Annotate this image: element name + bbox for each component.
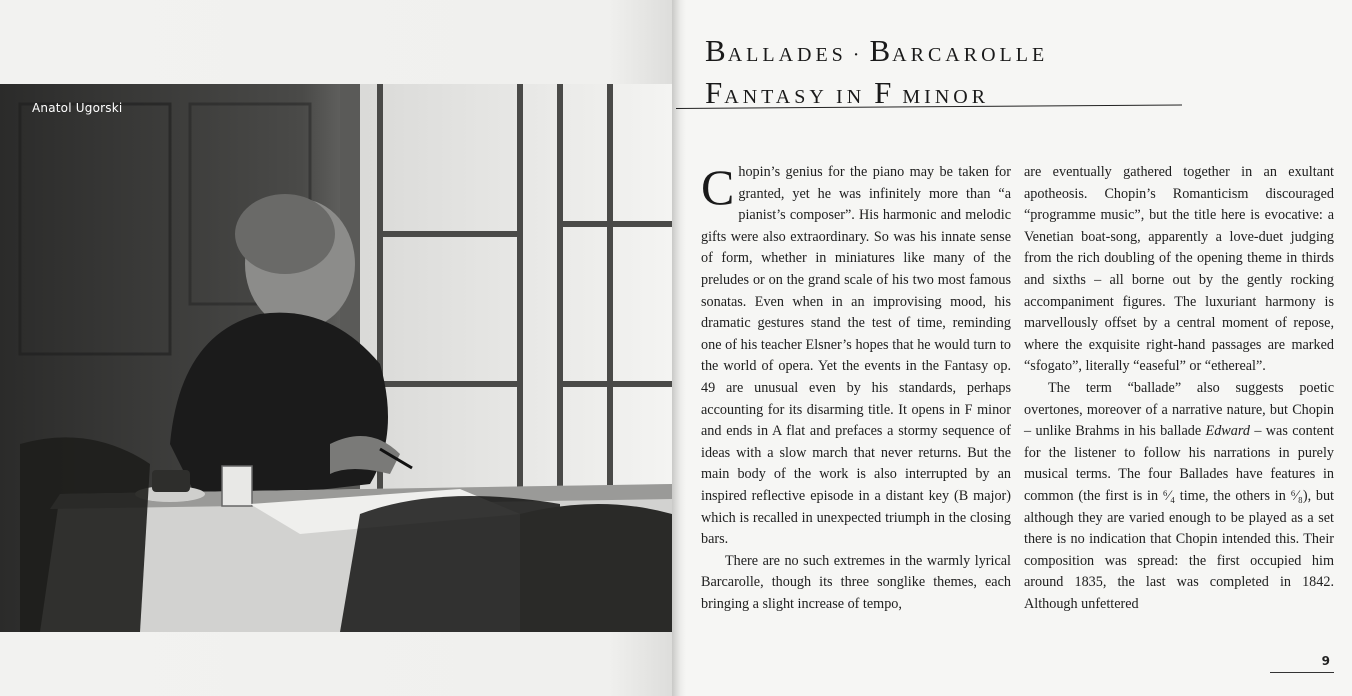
title-barcarolle: ARCAROLLE — [892, 44, 1049, 66]
paragraph-1-text: hopin’s genius for the piano may be taken for granted, yet he was infinitely more than “a pianist’s composer”. His harmonic and melodic gifts were also extraordinary. So was his innate sense of form, whether in miniatures like many of the preludes or on the grand scale of his two most famous sonatas. Even when in an improvising mood, his dramatic gestures stand the test of time, reminding one of his teacher Elsner’s hopes that he would turn to the world of opera. Yet the events in the Fantasy op. 49 are unusual even by his standards, perhaps accounting for its disarming title. It opens in F minor and ends in A flat and prefaces a stormy sequence of ideas with a slow march that never returns. But the main body of the work is also interrupted by an inspired reflective episode in a distant key (B major) which is recalled in unexpected triumph in the closing bars. — [701, 164, 1011, 548]
title-ballades: ALLADES — [727, 44, 847, 66]
paragraph-2-continued: are eventually gathered together in an exultant apotheosis. Chopin’s Romanticism discouraged “programme music”, but the title here is evocative: a Venetian boat-song, apparently a love-duet judging from the rich doubling of the opening theme in thirds and sixths – all borne out by the gently rocking accompaniment figures. The luxuriant harmony is marvellously offset by a central moment of repose, where the exquisite right-hand passages are marked “sfogato”, literally “easeful” or “ethereal”. — [1024, 164, 1334, 375]
pianist-photo — [0, 84, 672, 632]
text-column-left — [701, 159, 1011, 615]
photo-caption: Anatol Ugorski — [32, 101, 123, 115]
right-page — [686, 0, 1352, 696]
paragraph-1 — [701, 159, 1011, 551]
drop-cap: C — [701, 159, 735, 215]
title-line-1 — [705, 32, 1048, 74]
title-cap-b2: B — [869, 33, 893, 68]
edward-title: Edward — [1205, 423, 1250, 440]
book-gutter — [672, 0, 686, 696]
title-fantasy: ANTASY — [724, 86, 828, 108]
text-column-right — [1024, 162, 1334, 615]
paragraph-2: There are no such extremes in the warmly lyrical Barcarolle, though its three songlike themes, each bringing a slight increase of tempo, — [701, 552, 1011, 612]
paragraph-3 — [1024, 378, 1334, 616]
title-separator: · — [852, 44, 864, 66]
title-cap-b1: B — [705, 33, 728, 68]
title-cap-f: F — [705, 75, 725, 110]
title-minor: MINOR — [902, 86, 990, 108]
page-number: 9 — [1321, 654, 1330, 668]
title-key: F — [874, 75, 894, 110]
paragraph-3-text-a: The term “ballade” also suggests poetic overtones, moreover of a narrative nature, but Chopin – unlike Brahms in his ballade — [1024, 379, 1334, 440]
page-number-rule — [1270, 672, 1334, 673]
title-in: IN — [836, 86, 866, 108]
paragraph-3-text-b: – was content for the listener to follow his narrations in purely musical terms. The four Ballades have features in common (the first is in ⁶⁄₄ time, the others in ⁶⁄₈), but although they are varied enough to be played as a set there is no indication that Chopin intended this. Their composition was spread: the first occupied him around 1835, the last was completed in 1842. Although unfettered — [1024, 423, 1334, 612]
page-title — [705, 32, 1048, 116]
title-line-2 — [705, 74, 1048, 116]
